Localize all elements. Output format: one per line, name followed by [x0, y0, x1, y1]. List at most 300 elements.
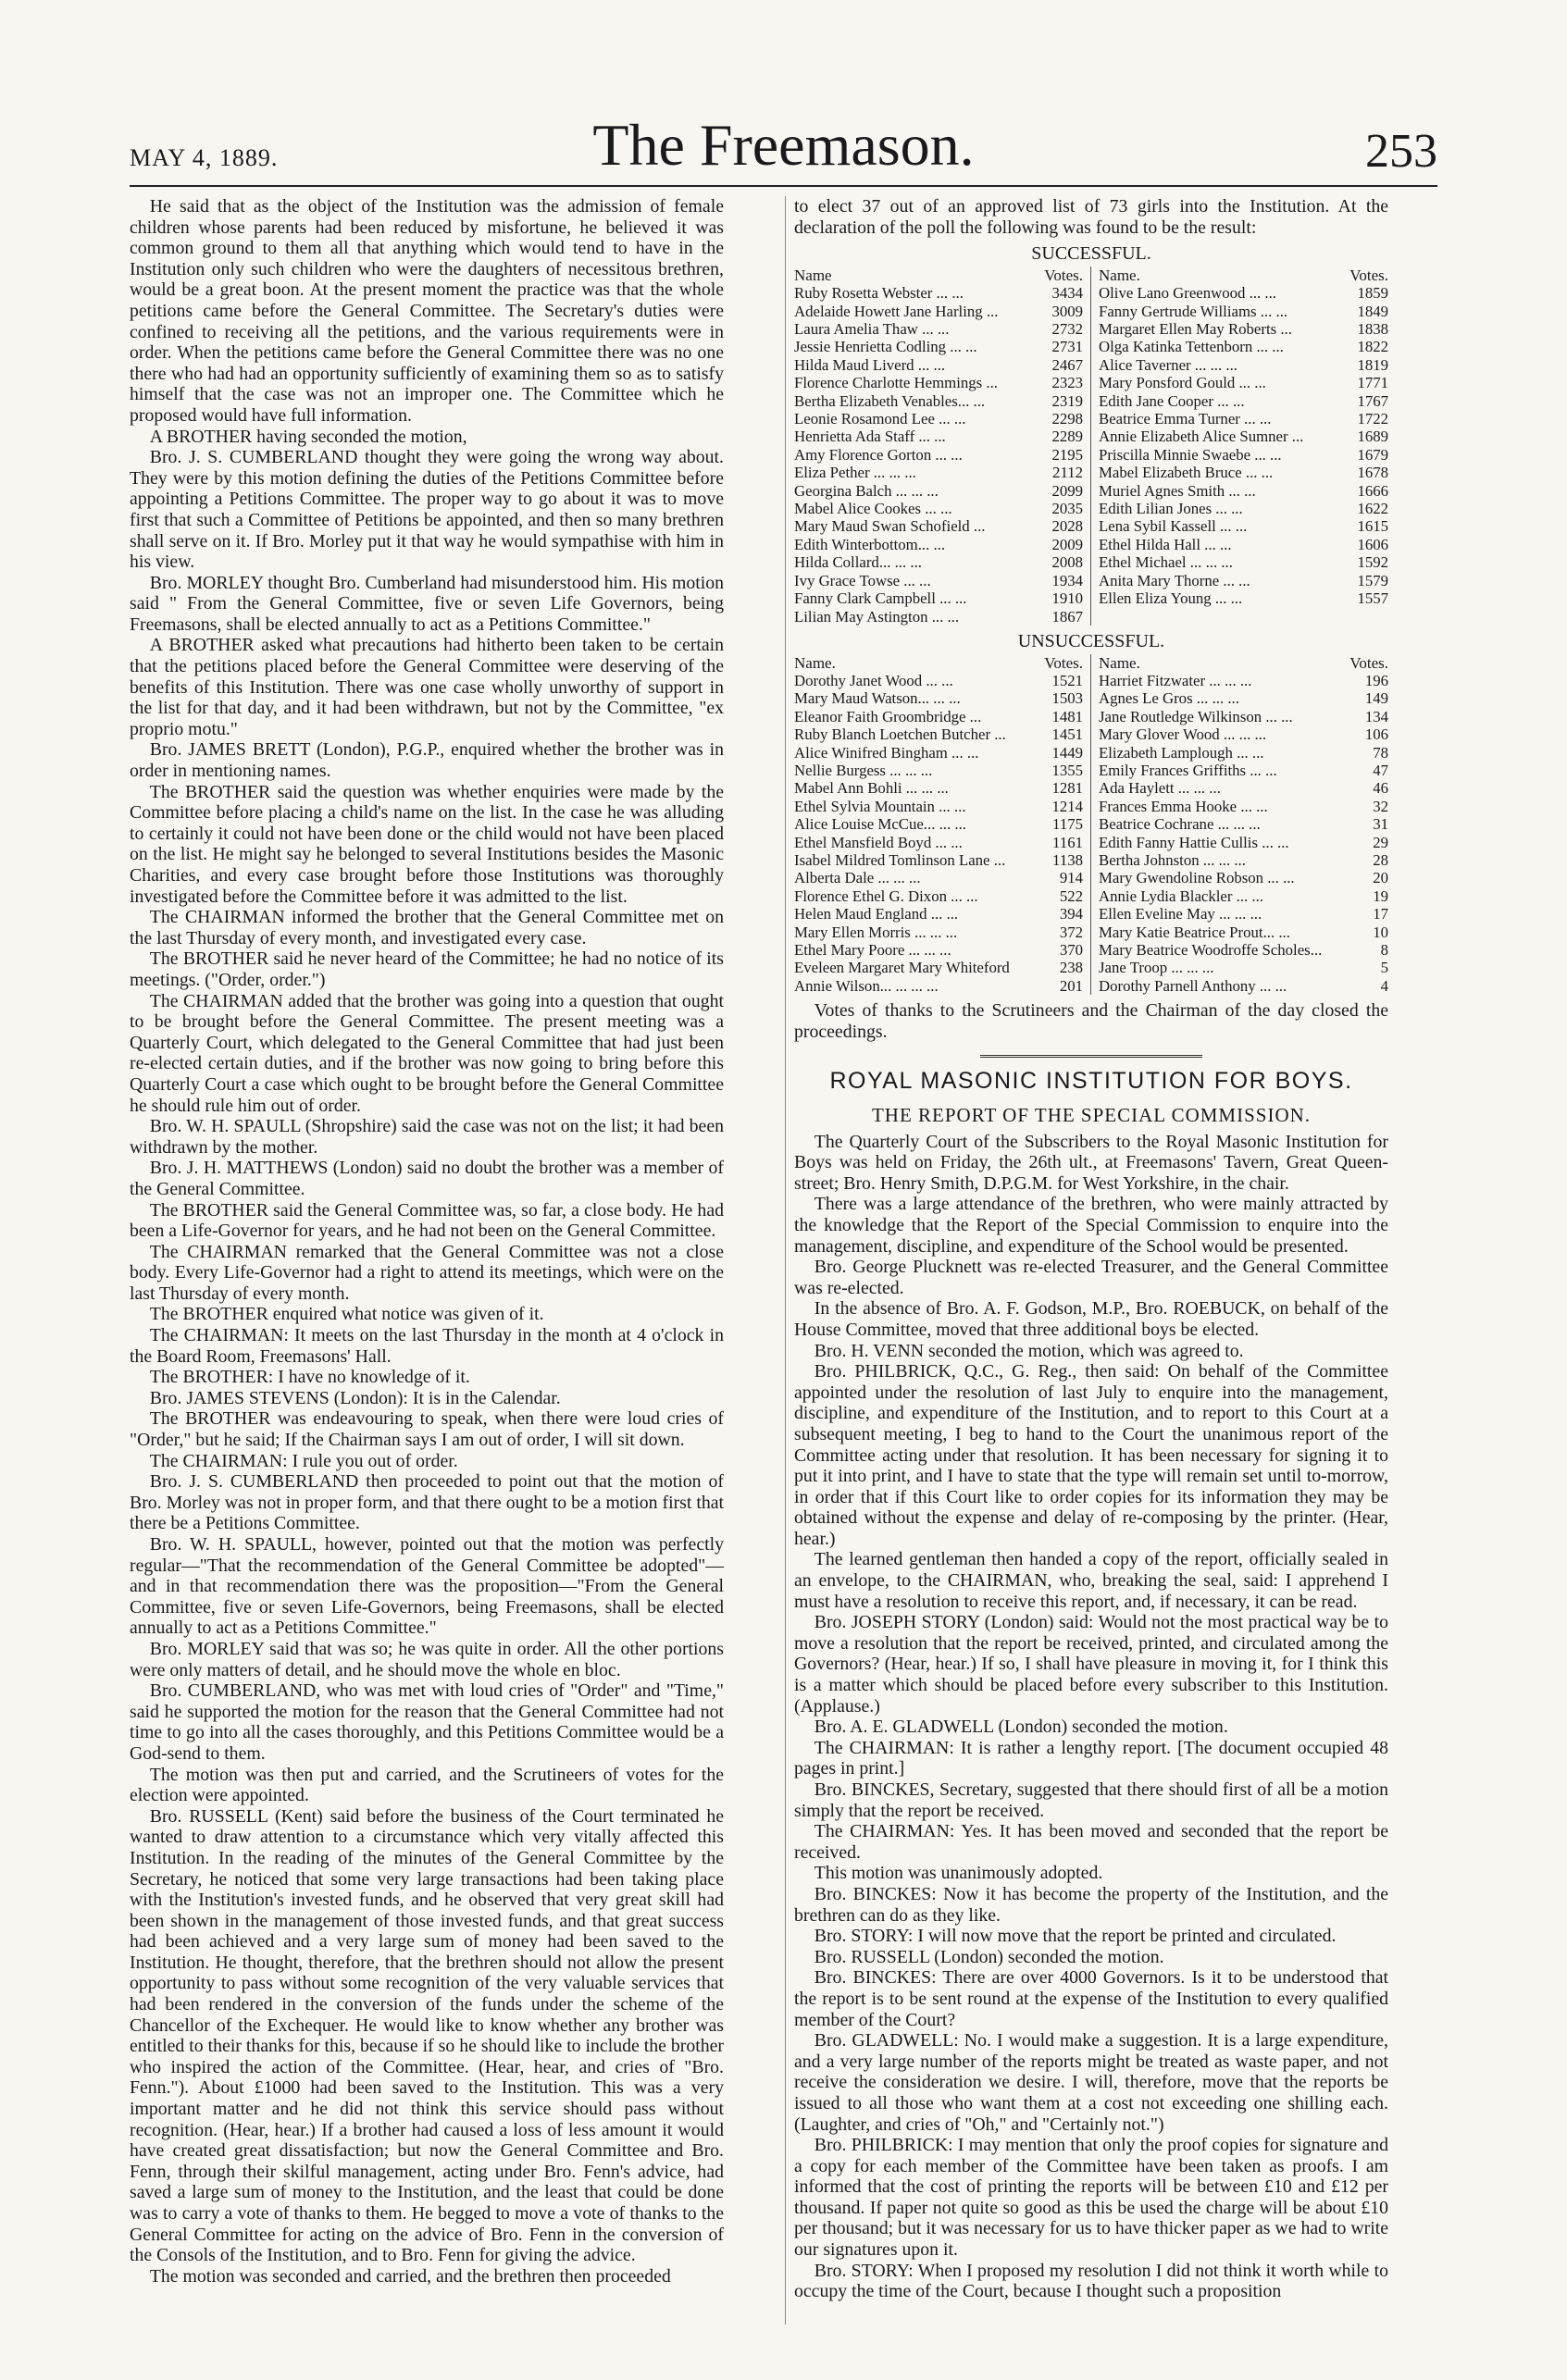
article-paragraph: The BROTHER said the General Committee was, so far, a close body. He had been a Life-Governor for years, and he had not been on the General Committee. [130, 1199, 724, 1242]
candidate-name: Laura Amelia Thaw ... ... [794, 320, 950, 338]
candidate-name: Helen Maud England ... ... [794, 905, 959, 923]
article-paragraph: The CHAIRMAN informed the brother that the General Committee met on the last Thursday of every month, and investigated every case. [130, 907, 724, 948]
candidate-row [794, 887, 1083, 905]
section-rule [980, 1055, 1202, 1060]
candidate-name: Hilda Maud Liverd ... ... [794, 355, 946, 374]
candidate-votes: 370 [1059, 941, 1083, 959]
successful-right-rows [1099, 284, 1388, 607]
article-paragraph: The CHAIRMAN added that the brother was going into a question that ought to be brought before the General Committee. The present meeting was a Quarterly Court, which delegated to the General Committee that had just been re-elected certain duties, and if the brother was now going to bring before this Quarterly Court a case which ought to be brought before the General Committee he should rule him out of order. [130, 990, 724, 1116]
report-body [794, 1132, 1388, 2302]
candidate-row [794, 923, 1083, 941]
article-paragraph: Bro. W. H. SPAULL, however, pointed out that the motion was perfectly regular—"That the recommendation of the General Committee be adopted"—and in that recommendation there was the proposition—"From the General Committee, five or seven Life-Governors, being Freemasons, shall be elected annually to act as a Petitions Committee." [130, 1534, 724, 1639]
left-column [130, 196, 724, 2287]
page-number: 253 [1365, 125, 1437, 178]
candidate-name: Mabel Ann Bohli ... ... ... [794, 779, 949, 798]
candidate-name: Annie Lydia Blackler ... ... [1099, 886, 1264, 905]
candidate-votes: 1606 [1357, 535, 1388, 553]
report-paragraph: This motion was unanimously adopted. [814, 1863, 1103, 1884]
candidate-row [794, 589, 1083, 607]
candidate-row [794, 374, 1083, 391]
candidate-row [1099, 338, 1388, 355]
candidate-name: Ada Haylett ... ... ... [1099, 779, 1221, 798]
candidate-name: Eveleen Margaret Mary Whiteford [794, 959, 1010, 977]
candidate-row [1099, 356, 1388, 374]
candidate-name: Emily Frances Griffiths ... ... [1099, 761, 1277, 779]
article-paragraph: The CHAIRMAN: It meets on the last Thursday in the month at 4 o'clock in the Board Room, Freemasons' Hall. [130, 1325, 724, 1367]
article-paragraph: He said that as the object of the Institution was the admission of female children whose parents had been reduced by misfortune, he believed it was common ground to them all that anything which would tend to have in the Institution only such children who were the daughters of necessitous brethren, would be a great boon. At the present moment the practice was that the whole petitions came before the General Committee. The Secretary's duties were confined to receiving all the petitions, and the various requirements were in order. When the petitions came before the General Committee there was no one there who had had an opportunity sufficiently of examining them so as to satisfy himself that the case was not an improper one. The Committee which he proposed would have full information. [130, 196, 724, 426]
candidate-row [794, 689, 1083, 707]
candidate-votes: 149 [1364, 689, 1388, 708]
report-paragraph: Bro. GLADWELL: No. I would make a suggestion. It is a large expenditure, and a very large number of the reports might be treated as waste paper, and not receive the consideration we desire. I will, therefore, move that the reports be issued to all those who want them at a cost not exceeding one shilling each. (Laughter, and cries of "Oh," and "Certainly not.") [794, 2030, 1388, 2135]
candidate-name: Mabel Alice Cookes ... ... [794, 500, 952, 518]
report-paragraph: The CHAIRMAN: Yes. It has been moved and seconded that the report be received. [794, 1821, 1388, 1863]
candidate-row [794, 708, 1083, 725]
candidate-votes: 2035 [1051, 500, 1083, 518]
candidate-votes: 4 [1380, 976, 1388, 995]
candidate-row [1099, 689, 1388, 707]
candidate-name: Adelaide Howett Jane Harling ... [794, 302, 999, 320]
candidate-name: Jessie Henrietta Codling ... ... [794, 338, 977, 356]
candidate-name: Alberta Dale ... ... ... [794, 869, 921, 887]
candidate-row [1099, 320, 1388, 338]
candidate-votes: 3434 [1051, 284, 1083, 303]
candidate-row [1099, 672, 1388, 689]
candidate-name: Bertha Johnston ... ... ... [1099, 850, 1246, 869]
masthead [130, 111, 1437, 185]
report-paragraph: The learned gentleman then handed a copy of the report, officially sealed in an envelope, to the CHAIRMAN, who, breaking the seal, said: I apprehend I must have a resolution to receive this report, and, if necessary, it can be read. [794, 1549, 1388, 1612]
candidate-votes: 2009 [1051, 535, 1083, 553]
article-paragraph: Bro. MORLEY thought Bro. Cumberland had misunderstood him. His motion said " From the General Committee, five or seven Life Governors, being Freemasons, shall be elected annually to act as a Petitions Committee." [130, 572, 724, 635]
candidate-votes: 78 [1373, 743, 1388, 762]
candidate-name: Beatrice Emma Turner ... ... [1099, 410, 1272, 428]
unsuccessful-table [794, 654, 1388, 996]
candidate-votes: 1161 [1052, 833, 1083, 851]
candidate-votes: 2323 [1051, 374, 1083, 392]
candidate-votes: 1678 [1357, 464, 1388, 482]
article-paragraph: The CHAIRMAN: I rule you out of order. [149, 1450, 458, 1471]
successful-left-header [794, 267, 1083, 284]
masthead-rule [130, 185, 1437, 187]
candidate-name: Priscilla Minnie Swaebe ... ... [1099, 445, 1282, 464]
candidate-name: Fanny Clark Campbell ... ... [794, 589, 967, 608]
candidate-votes: 1451 [1051, 725, 1083, 744]
article-paragraph: Bro. J. H. MATTHEWS (London) said no doubt the brother was a member of the General Committee. [130, 1158, 724, 1199]
candidate-votes: 2731 [1051, 338, 1083, 356]
candidate-name: Olga Katinka Tettenborn ... ... [1099, 338, 1284, 356]
candidate-name: Ellen Eliza Young ... ... [1099, 589, 1243, 608]
candidate-votes: 106 [1364, 725, 1388, 744]
candidate-votes: 2112 [1052, 464, 1083, 482]
votes-header: Votes. [1044, 266, 1083, 284]
candidate-name: Dorothy Janet Wood ... ... [794, 671, 953, 689]
candidate-row [794, 320, 1083, 338]
report-paragraph: In the absence of Bro. A. F. Godson, M.P., Bro. ROEBUCK, on behalf of the House Committee, moved that three additional boys be elected. [794, 1298, 1388, 1340]
candidate-row [794, 725, 1083, 743]
candidate-row [1099, 905, 1388, 923]
candidate-row [794, 834, 1083, 851]
candidate-name: Dorothy Parnell Anthony ... ... [1099, 976, 1287, 995]
candidate-votes: 1281 [1051, 779, 1083, 798]
candidate-row [1099, 798, 1388, 815]
section-subtitle: THE REPORT OF THE SPECIAL COMMISSION. [871, 1104, 1312, 1126]
candidate-row [1099, 744, 1388, 762]
candidate-votes: 2467 [1051, 355, 1083, 374]
candidate-name: Annie Wilson... ... ... ... [794, 976, 939, 995]
report-paragraph: Bro. PHILBRICK: I may mention that only the proof copies for signature and a copy for each member of the Committee have been taken as proofs. I am informed that the cost of printing the reports will be between £10 and £12 per thousand. If paper not quite so good as this be used the charge will be about £10 per thousand; but it was necessary for us to have thicker paper as we had to write our signatures upon it. [794, 2135, 1388, 2261]
issue-date: MAY 4, 1889. [130, 144, 279, 171]
candidate-row [1099, 536, 1388, 553]
newspaper-title: The Freemason. [592, 112, 975, 178]
candidate-votes: 238 [1059, 959, 1083, 977]
report-paragraph: Bro. H. VENN seconded the motion, which was agreed to. [814, 1340, 1244, 1361]
candidate-votes: 2195 [1051, 445, 1083, 464]
candidate-votes: 2008 [1051, 553, 1083, 572]
candidate-votes: 1615 [1357, 517, 1388, 536]
candidate-votes: 2289 [1051, 428, 1083, 446]
candidate-row [1099, 517, 1388, 535]
name-header: Name. [794, 653, 836, 672]
article-paragraph: Bro. RUSSELL (Kent) said before the business of the Court terminated he wanted to draw attention to a circumstance which very vitally affected this Institution. In the reading of the minutes of the General Committee by the Secretary, he noticed that some very large transactions had been taking place with the Institution's invested funds, and he observed that very great skill had been shown in the management of those invested funds, and that great success had been achieved and a very large sum of money had been saved to the Institution. He thought, therefore, that the brethren should not allow the present opportunity to pass without some recognition of the very valuable services that had been rendered in the conversion of the funds under the scheme of the Chancellor of the Exchequer. He would like to know whether any brother was entitled to their thanks for this, because if so he should like to include the brother who inspired the action of the Committee. (Hear, hear, and cries of "Bro. Fenn."). About £1000 had been saved to the Institution. This was a very important matter and he did not think this service should pass without recognition. (Hear, hear.) If a brother had caused a loss of less amount it would have created great dissatisfaction; but now the General Committee and Bro. Fenn, through their skilful management, acting under Bro. Fenn's advice, had saved a large sum of money to the Institution, and the least that could be done was to carry a vote of thanks to them. He begged to move a vote of thanks to the General Committee for acting on the advice of Bro. Fenn in the conversion of the Consols of the Institution, and to Bro. Fenn for giving the advice. [130, 1805, 724, 2266]
election-intro: to elect 37 out of an approved list of 73 girls into the Institution. At the declaration of the poll the following was found to be the result: [794, 196, 1388, 238]
candidate-row [794, 798, 1083, 815]
article-paragraph: The BROTHER: I have no knowledge of it. [149, 1367, 470, 1388]
candidate-votes: 47 [1373, 761, 1388, 779]
candidate-name: Edith Jane Cooper ... ... [1099, 391, 1245, 410]
candidate-row [1099, 374, 1388, 391]
candidate-row [1099, 446, 1388, 464]
candidate-row [1099, 779, 1388, 797]
candidate-votes: 1622 [1357, 500, 1388, 518]
candidate-name: Beatrice Cochrane ... ... ... [1099, 815, 1261, 834]
article-paragraph: Bro. JAMES STEVENS (London): It is in the Calendar. [149, 1387, 561, 1408]
article-paragraph: The CHAIRMAN remarked that the General Committee was not a close body. Every Life-Governor had a right to attend its meetings, which were on the last Thursday of every month. [130, 1241, 724, 1304]
candidate-row [1099, 572, 1388, 589]
candidate-votes: 1592 [1357, 553, 1388, 572]
candidate-votes: 372 [1059, 923, 1083, 941]
candidate-name: Frances Emma Hooke ... ... [1099, 797, 1268, 815]
candidate-row [794, 410, 1083, 428]
candidate-row [794, 672, 1083, 689]
candidate-row [1099, 887, 1388, 905]
unsuccessful-right-rows [1099, 672, 1388, 995]
candidate-votes: 1449 [1051, 743, 1083, 762]
votes-header: Votes. [1349, 266, 1388, 284]
candidate-name: Ellen Eveline May ... ... ... [1099, 905, 1262, 923]
candidate-votes: 1666 [1357, 481, 1388, 500]
unsuccessful-heading: UNSUCCESSFUL. [1017, 630, 1165, 651]
candidate-row [794, 572, 1083, 589]
candidate-row [794, 392, 1083, 410]
candidate-row [794, 536, 1083, 553]
candidate-row [794, 815, 1083, 833]
report-paragraph: The Quarterly Court of the Subscribers to the Royal Masonic Institution for Boys was held on Friday, the 26th ult., at Freemasons' Tavern, Great Queen-street; Bro. Henry Smith, D.P.G.M. for West Yorkshire, in the chair. [794, 1131, 1388, 1194]
candidate-votes: 1557 [1357, 589, 1388, 608]
article-paragraph: The motion was seconded and carried, and the brethren then proceeded [149, 2265, 671, 2287]
candidate-row [794, 905, 1083, 923]
candidate-votes: 28 [1373, 850, 1388, 869]
candidate-votes: 10 [1373, 923, 1388, 941]
candidate-name: Ethel Sylvia Mountain ... ... [794, 797, 966, 815]
report-paragraph: Bro. RUSSELL (London) seconded the motion. [814, 1946, 1164, 1967]
report-paragraph: The CHAIRMAN: It is rather a lengthy report. [The document occupied 48 pages in print.] [794, 1737, 1388, 1779]
candidate-name: Ethel Michael ... ... ... [1099, 553, 1233, 572]
candidate-votes: 1910 [1051, 589, 1083, 608]
candidate-row [794, 941, 1083, 959]
candidate-votes: 8 [1380, 941, 1388, 959]
candidate-votes: 1838 [1357, 320, 1388, 338]
candidate-row [794, 303, 1083, 320]
unsuccessful-left-header [794, 654, 1083, 672]
successful-left-col [794, 267, 1091, 626]
name-header: Name. [1099, 653, 1140, 672]
candidate-row [794, 338, 1083, 355]
candidate-row [794, 959, 1083, 976]
candidate-row [1099, 725, 1388, 743]
candidate-name: Edith Fanny Hattie Cullis ... ... [1099, 833, 1289, 851]
unsuccessful-left-col [794, 654, 1091, 996]
candidate-votes: 32 [1373, 797, 1388, 815]
candidate-votes: 1521 [1051, 671, 1083, 689]
unsuccessful-right-header [1099, 654, 1388, 672]
article-paragraph: The BROTHER said the question was whether enquiries were made by the Committee before placing a child's name on the list. In the case he was alluding to certainly it could not have been done or the child would not have been placed on the list. He might say he belonged to several Institutions besides the Masonic Charities, and every case brought before those Institutions was thoroughly investigated before the Committee before it was admitted to the list. [130, 781, 724, 907]
candidate-name: Eleanor Faith Groombridge ... [794, 707, 982, 725]
article-paragraph: Bro. JAMES BRETT (London), P.G.P., enquired whether the brother was in order in mentioning names. [130, 739, 724, 782]
candidate-row [794, 284, 1083, 302]
candidate-name: Amy Florence Gorton ... ... [794, 445, 963, 464]
successful-left-rows [794, 284, 1083, 626]
candidate-row [1099, 482, 1388, 500]
candidate-votes: 1822 [1357, 338, 1388, 356]
candidate-votes: 394 [1059, 905, 1083, 923]
candidate-row [1099, 428, 1388, 445]
candidate-row [1099, 708, 1388, 725]
report-paragraph: Bro. BINCKES: Now it has become the property of the Institution, and the brethren can do as they like. [794, 1883, 1388, 1926]
candidate-row [1099, 923, 1388, 941]
candidate-row [794, 428, 1083, 445]
candidate-name: Lena Sybil Kassell ... ... [1099, 517, 1248, 536]
candidate-votes: 31 [1373, 815, 1388, 834]
report-paragraph: Bro. STORY: I will now move that the report be printed and circulated. [814, 1926, 1337, 1947]
candidate-row [794, 517, 1083, 535]
candidate-votes: 1481 [1051, 707, 1083, 725]
candidate-name: Harriet Fitzwater ... ... ... [1099, 671, 1252, 689]
candidate-name: Ivy Grace Towse ... ... [794, 571, 931, 589]
candidate-votes: 201 [1059, 976, 1083, 995]
candidate-row [1099, 553, 1388, 571]
candidate-row [1099, 977, 1388, 995]
candidate-name: Fanny Gertrude Williams ... ... [1099, 302, 1288, 320]
column-divider [785, 196, 786, 2324]
report-paragraph: Bro. BINCKES: There are over 4000 Governors. Is it to be understood that the report is to be sent round at the expense of the Institution to every qualified member of the Court? [794, 1967, 1388, 2030]
article-paragraph: The BROTHER was endeavouring to speak, when there were loud cries of "Order," but he said; If the Chairman says I am out of order, I will sit down. [130, 1408, 724, 1451]
report-paragraph: Bro. A. E. GLADWELL (London) seconded the motion. [814, 1717, 1228, 1738]
article-paragraph: The motion was then put and carried, and the Scrutineers of votes for the election were appointed. [130, 1764, 724, 1806]
report-paragraph: Bro. STORY: When I proposed my resolution I did not think it worth while to occupy the time of the Court, because I thought such a proposition [794, 2260, 1388, 2302]
candidate-votes: 1503 [1051, 689, 1083, 708]
candidate-name: Alice Taverner ... ... ... [1099, 355, 1237, 374]
candidate-votes: 1679 [1357, 445, 1388, 464]
successful-heading: SUCCESSFUL. [1031, 243, 1151, 265]
candidate-row [794, 500, 1083, 517]
candidate-name: Ruby Rosetta Webster ... ... [794, 284, 964, 303]
candidate-name: Nellie Burgess ... ... ... [794, 761, 933, 779]
right-column [794, 196, 1388, 2302]
article-paragraph: The BROTHER said he never heard of the Committee; he had no notice of its meetings. ("Order, order.") [130, 948, 724, 990]
candidate-row [1099, 959, 1388, 976]
candidate-votes: 20 [1373, 869, 1388, 887]
candidate-votes: 1689 [1357, 428, 1388, 446]
candidate-name: Georgina Balch ... ... ... [794, 481, 939, 500]
candidate-row [794, 608, 1083, 626]
candidate-row [1099, 392, 1388, 410]
candidate-row [794, 482, 1083, 500]
candidate-votes: 3009 [1051, 302, 1083, 320]
unsuccessful-right-col [1091, 654, 1388, 996]
candidate-name: Mary Ponsford Gould ... ... [1099, 374, 1266, 392]
candidate-name: Henrietta Ada Staff ... ... [794, 428, 946, 446]
candidate-votes: 522 [1059, 886, 1083, 905]
candidate-name: Margaret Ellen May Roberts ... [1099, 320, 1292, 338]
candidate-row [1099, 284, 1388, 302]
candidate-row [794, 869, 1083, 886]
candidate-name: Olive Lano Greenwood ... ... [1099, 284, 1277, 303]
candidate-row [1099, 464, 1388, 481]
article-paragraph: Bro. J. S. CUMBERLAND then proceeded to point out that the motion of Bro. Morley was not in proper form, and that there ought to be a motion first that there be a Petitions Committee. [130, 1471, 724, 1534]
candidate-votes: 1722 [1357, 410, 1388, 428]
candidate-row [1099, 762, 1388, 779]
article-paragraph: Bro. J. S. CUMBERLAND thought they were going the wrong way about. They were by this motion defining the duties of the Petitions Committee before appointing a Petitions Committee. The proper way to go about it was to move first that such a Committee of Petitions be appointed, and then so many brethren shall serve on it. If Bro. Morley put it that way he would sympathise with him in his view. [130, 447, 724, 573]
candidate-votes: 196 [1364, 671, 1388, 689]
name-header: Name. [1099, 266, 1140, 284]
candidate-votes: 1771 [1357, 374, 1388, 392]
candidate-row [1099, 815, 1388, 833]
closing-paragraph: Votes of thanks to the Scrutineers and the Chairman of the day closed the proceedings. [794, 1000, 1388, 1042]
candidate-name: Jane Troop ... ... ... [1099, 959, 1214, 977]
votes-header: Votes. [1349, 653, 1388, 672]
article-paragraph: Bro. CUMBERLAND, who was met with loud cries of "Order" and "Time," said he supported the motion for the reason that the General Committee had not time to go into all the cases thoroughly, and this Petitions Committee would be a God-send to them. [130, 1680, 724, 1764]
candidate-row [1099, 500, 1388, 517]
report-paragraph: Bro. JOSEPH STORY (London) said: Would not the most practical way be to move a resolution that the report be received, printed, and circulated among the Governors? (Hear, hear.) If so, I shall have pleasure in moving it, for I think this is a matter which should be placed before every subscriber to this Institution. (Applause.) [794, 1612, 1388, 1717]
candidate-votes: 1138 [1052, 850, 1083, 869]
candidate-name: Ethel Mary Poore ... ... ... [794, 941, 951, 959]
report-paragraph: Bro. BINCKES, Secretary, suggested that there should first of all be a motion simply that the report be received. [794, 1779, 1388, 1821]
unsuccessful-left-rows [794, 672, 1083, 995]
candidate-votes: 1849 [1357, 302, 1388, 320]
candidate-row [794, 553, 1083, 571]
candidate-votes: 1859 [1357, 284, 1388, 303]
successful-right-col [1091, 267, 1388, 626]
candidate-name: Mary Katie Beatrice Prout... ... [1099, 923, 1290, 941]
candidate-name: Leonie Rosamond Lee ... ... [794, 410, 966, 428]
candidate-name: Ethel Hilda Hall ... ... [1099, 535, 1232, 553]
candidate-name: Mabel Elizabeth Bruce ... ... [1099, 464, 1274, 482]
candidate-name: Muriel Agnes Smith ... ... [1099, 481, 1256, 500]
candidate-name: Isabel Mildred Tomlinson Lane ... [794, 850, 1006, 869]
candidate-votes: 2319 [1051, 391, 1083, 410]
candidate-name: Edith Winterbottom... ... [794, 535, 946, 553]
candidate-row [794, 744, 1083, 762]
candidate-name: Lilian May Astington ... ... [794, 607, 960, 626]
candidate-name: Alice Winifred Bingham ... ... [794, 743, 979, 762]
candidate-name: Elizabeth Lamplough ... ... [1099, 743, 1264, 762]
candidate-row [1099, 851, 1388, 869]
candidate-votes: 17 [1373, 905, 1388, 923]
article-paragraph: The BROTHER enquired what notice was given of it. [149, 1304, 544, 1325]
candidate-name: Mary Gwendoline Robson ... ... [1099, 869, 1295, 887]
candidate-name: Ruby Blanch Loetchen Butcher ... [794, 725, 1006, 744]
candidate-name: Ethel Mansfield Boyd ... ... [794, 833, 963, 851]
candidate-votes: 2028 [1051, 517, 1083, 536]
report-paragraph: Bro. George Plucknett was re-elected Treasurer, and the General Committee was re-elected. [794, 1257, 1388, 1298]
report-paragraph: There was a large attendance of the brethren, who were mainly attracted by the knowledge that the Report of the Special Commission to enquire into the management, discipline, and expenditure of the School would be presented. [794, 1194, 1388, 1257]
candidate-name: Mary Maud Watson... ... ... [794, 689, 961, 708]
candidate-votes: 5 [1380, 959, 1388, 977]
candidate-name: Mary Ellen Morris ... ... ... [794, 923, 958, 941]
article-paragraph: A BROTHER having seconded the motion, [149, 426, 467, 447]
candidate-row [1099, 834, 1388, 851]
candidate-name: Edith Lilian Jones ... ... [1099, 500, 1243, 518]
candidate-name: Florence Charlotte Hemmings ... [794, 374, 998, 392]
candidate-votes: 2298 [1051, 410, 1083, 428]
candidate-name: Bertha Elizabeth Venables... ... [794, 391, 986, 410]
candidate-votes: 1867 [1051, 607, 1083, 626]
candidate-votes: 1579 [1357, 571, 1388, 589]
candidate-name: Alice Louise McCue... ... ... [794, 815, 966, 834]
candidate-name: Mary Maud Swan Schofield ... [794, 517, 986, 536]
candidate-name: Florence Ethel G. Dixon ... ... [794, 886, 978, 905]
candidate-row [794, 851, 1083, 869]
candidate-name: Eliza Pether ... ... ... [794, 464, 916, 482]
candidate-row [794, 762, 1083, 779]
candidate-name: Hilda Collard... ... ... [794, 553, 922, 572]
candidate-votes: 29 [1373, 833, 1388, 851]
candidate-votes: 1175 [1052, 815, 1083, 834]
candidate-name: Anita Mary Thorne ... ... [1099, 571, 1250, 589]
article-paragraph: Bro. W. H. SPAULL (Shropshire) said the case was not on the list; it had been withdrawn by the mother. [130, 1116, 724, 1158]
successful-table [794, 267, 1388, 626]
candidate-votes: 1819 [1357, 355, 1388, 374]
candidate-name: Mary Beatrice Woodroffe Scholes... [1099, 941, 1323, 959]
candidate-votes: 134 [1364, 707, 1388, 725]
candidate-row [1099, 869, 1388, 886]
candidate-votes: 1767 [1357, 391, 1388, 410]
candidate-row [794, 779, 1083, 797]
candidate-votes: 2732 [1051, 320, 1083, 338]
candidate-name: Annie Elizabeth Alice Sumner ... [1099, 428, 1304, 446]
candidate-row [1099, 303, 1388, 320]
candidate-row [794, 356, 1083, 374]
candidate-votes: 1214 [1051, 797, 1083, 815]
candidate-row [1099, 941, 1388, 959]
name-header: Name [794, 266, 832, 284]
candidate-votes: 1934 [1051, 571, 1083, 589]
section-title: ROYAL MASONIC INSTITUTION FOR BOYS. [829, 1068, 1353, 1095]
article-paragraph: Bro. MORLEY said that was so; he was quite in order. All the other portions were only matters of detail, and he should move the whole en bloc. [130, 1638, 724, 1680]
candidate-votes: 19 [1373, 886, 1388, 905]
candidate-row [794, 446, 1083, 464]
candidate-name: Mary Glover Wood ... ... ... [1099, 725, 1267, 744]
candidate-votes: 914 [1059, 869, 1083, 887]
candidate-name: Agnes Le Gros ... ... ... [1099, 689, 1239, 708]
candidate-row [1099, 410, 1388, 428]
report-paragraph: Bro. PHILBRICK, Q.C., G. Reg., then said: On behalf of the Committee appointed under the resolution of last July to enquire into the management, discipline, and expenditure of the Institution, and to report to this Court at a subsequent meeting, I beg to hand to the Court the unanimous report of the Committee acting under that resolution. It has been necessary for signing it to put it into print, and I have to state that the type will remain set until to-morrow, in order that if this Court like to order copies for its information they may be obtained without the expense and delay of re-composing by the printer. (Hear, hear.) [794, 1361, 1388, 1549]
candidate-name: Jane Routledge Wilkinson ... ... [1099, 707, 1293, 725]
candidate-votes: 1355 [1051, 761, 1083, 779]
candidate-row [1099, 589, 1388, 607]
votes-header: Votes. [1044, 653, 1083, 672]
article-paragraph: A BROTHER asked what precautions had hitherto been taken to be certain that the petitions placed before the General Committee were deserving of the benefits of this Institution. There was one case wholly unworthy of support in the list for that day, and it had been withdrawn, but not by the Committee, "ex proprio motu." [130, 635, 724, 739]
successful-right-header [1099, 267, 1388, 284]
